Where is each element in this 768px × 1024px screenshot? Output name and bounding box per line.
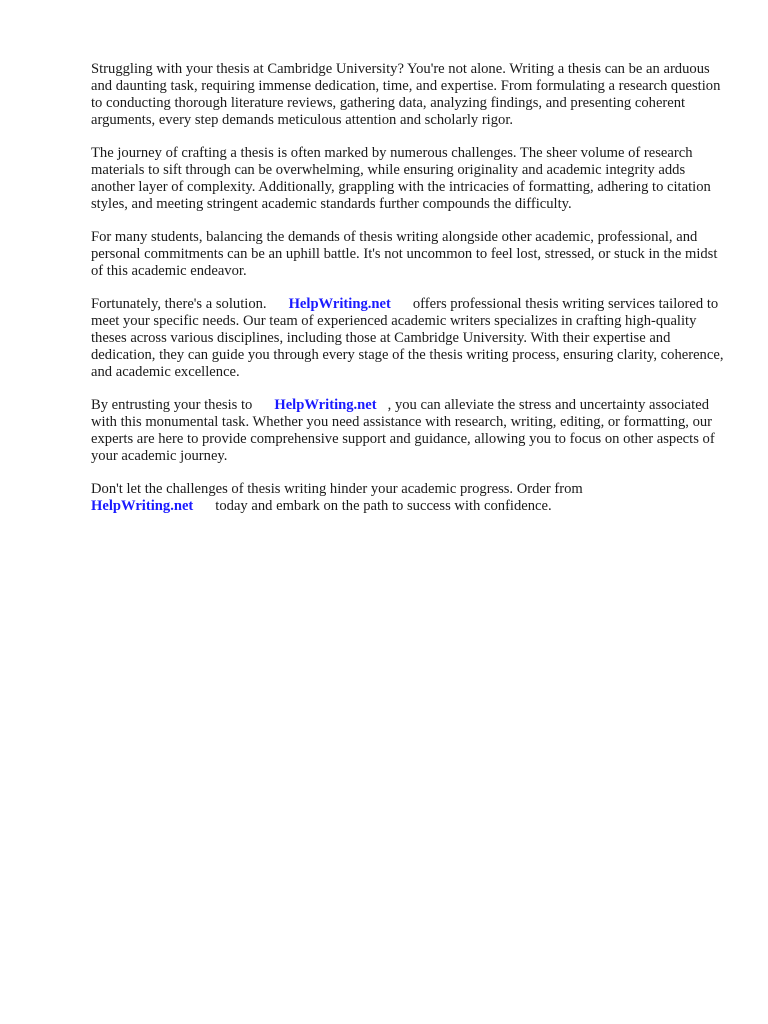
helpwriting-link-3[interactable]: HelpWriting.net xyxy=(91,498,194,514)
helpwriting-link-1[interactable]: HelpWriting.net xyxy=(288,296,391,312)
document-body xyxy=(91,61,727,531)
order-text-after: today and embark on the path to success with confidence. xyxy=(215,498,552,514)
entrusting-text-before: By entrusting your thesis to xyxy=(91,397,253,413)
solution-text-before: Fortunately, there's a solution. xyxy=(91,296,267,312)
paragraph-intro: Struggling with your thesis at Cambridge University? You're not alone. Writing a thesis can be an arduous and daunting task, requiring immense dedication, time, and expertise. From formulating a research question to conducting thorough literature reviews, gathering data, analyzing findings, and presenting coherent arguments, every step demands meticulous attention and scholarly rigor. xyxy=(91,61,721,128)
helpwriting-link-2[interactable]: HelpWriting.net xyxy=(274,397,377,413)
paragraph-order xyxy=(91,481,727,515)
paragraph-entrusting xyxy=(91,397,727,465)
paragraph-balancing: For many students, balancing the demands of thesis writing alongside other academic, professional, and personal commitments can be an uphill battle. It's not uncommon to feel lost, stressed, or stuck in the midst of this academic endeavor. xyxy=(91,229,718,279)
order-text-before: Don't let the challenges of thesis writing hinder your academic progress. Order from xyxy=(91,481,583,497)
paragraph-challenges: The journey of crafting a thesis is often marked by numerous challenges. The sheer volume of research materials to sift through can be overwhelming, while ensuring originality and academic integrity adds another layer of complexity. Additionally, grappling with the intricacies of formatting, adhering to citation styles, and meeting stringent academic standards further compounds the difficulty. xyxy=(91,145,711,212)
entrusting-text-after: , you can alleviate the stress and uncertainty associated with this monumental task. Whether you need assistance with research, writing, editing, or formatting, our experts are here to provide comprehensive support and guidance, allowing you to focus on other aspects of your academic journey. xyxy=(91,397,715,464)
paragraph-solution xyxy=(91,296,727,381)
solution-text-after: offers professional thesis writing services tailored to meet your specific needs. Our team of experienced academic writers specializes in crafting high-quality theses across various disciplines, including those at Cambridge University. With their expertise and dedication, they can guide you through every stage of the thesis writing process, ensuring clarity, coherence, and academic excellence. xyxy=(91,296,724,380)
